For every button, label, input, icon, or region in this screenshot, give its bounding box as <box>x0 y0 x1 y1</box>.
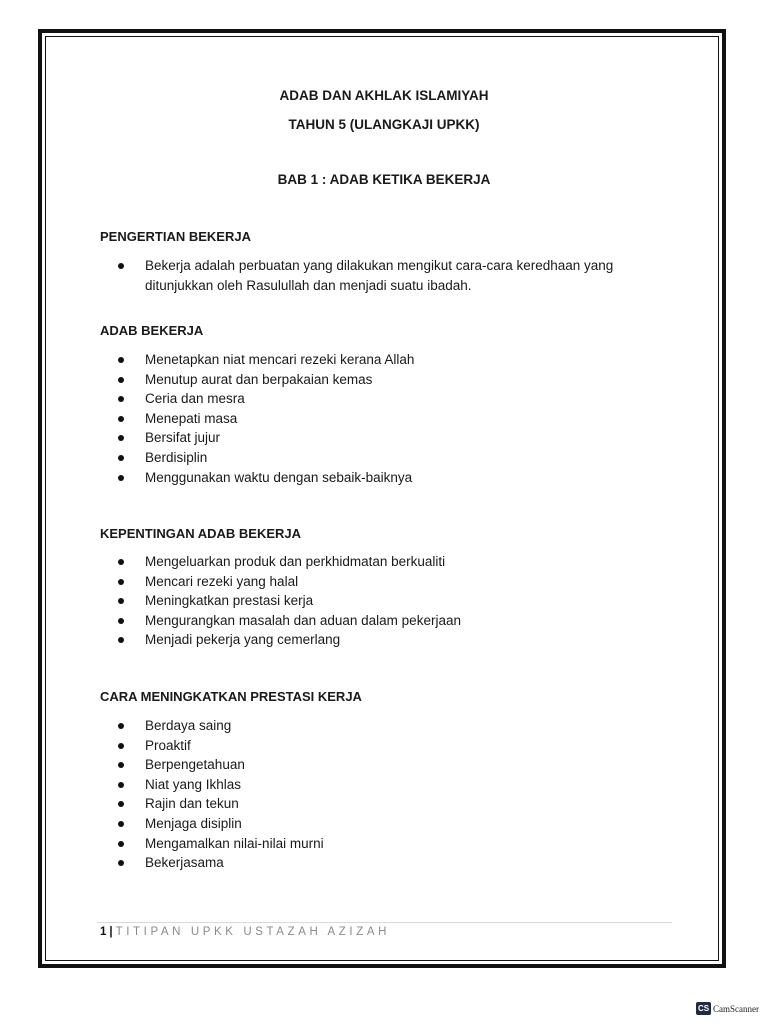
bullet-icon <box>118 762 124 768</box>
bullet-icon <box>118 263 124 269</box>
list-item-text: Bersifat jujur <box>145 430 221 446</box>
bullet-icon <box>118 801 124 807</box>
document-subtitle: TAHUN 5 (ULANGKAJI UPKK) <box>288 117 480 132</box>
footer-divider <box>97 922 672 923</box>
list-item-text: Mengeluarkan produk dan perkhidmatan berkualiti <box>145 554 446 569</box>
list-item-text: Menepati masa <box>145 410 238 426</box>
section-heading-kepentingan: KEPENTINGAN ADAB BEKERJA <box>100 526 302 541</box>
section-heading-pengertian: PENGERTIAN BEKERJA <box>100 229 251 244</box>
section-list-cara <box>118 716 324 873</box>
section-heading-cara: CARA MENINGKATKAN PRESTASI KERJA <box>100 689 362 704</box>
list-item-text: Bekerja adalah perbuatan yang dilakukan mengikut cara-cara keredhaan yang ditunjukkan oleh Rasulullah dan menjadi suatu ibadah. <box>145 258 614 293</box>
list-item <box>118 468 414 488</box>
list-item <box>118 428 414 448</box>
footer-text: TITIPAN UPKK USTAZAH AZIZAH <box>115 926 391 938</box>
bullet-icon <box>118 455 124 461</box>
list-item <box>118 256 645 295</box>
list-item-text: Mencari rezeki yang halal <box>145 573 299 589</box>
list-item <box>118 611 461 631</box>
bullet-icon <box>118 377 124 383</box>
list-item <box>118 794 324 814</box>
list-item-text: Niat yang Ikhlas <box>145 776 242 792</box>
bullet-icon <box>118 841 124 847</box>
list-item-text: Mengurangkan masalah dan aduan dalam pekerjaan <box>145 612 461 628</box>
bullet-icon <box>118 723 124 729</box>
page-footer <box>100 926 390 938</box>
list-item <box>118 448 414 468</box>
list-item-text: Ceria dan mesra <box>145 391 245 407</box>
list-item <box>118 389 414 409</box>
list-item-text: Menjaga disiplin <box>145 815 242 831</box>
bullet-icon <box>118 357 124 363</box>
list-item-text: Meningkatkan prestasi kerja <box>145 593 314 609</box>
camscanner-logo-icon: CS <box>697 1004 710 1013</box>
list-item <box>118 370 414 390</box>
list-item <box>118 755 324 775</box>
bullet-icon <box>118 743 124 749</box>
bullet-icon <box>118 618 124 624</box>
section-list-kepentingan <box>118 552 461 650</box>
footer-separator: | <box>109 926 113 938</box>
list-item <box>118 853 324 873</box>
list-item-text: Menjadi pekerja yang cemerlang <box>145 632 341 648</box>
bullet-icon <box>118 860 124 866</box>
list-item-text: Berdisiplin <box>145 449 208 465</box>
list-item-text: Mengamalkan nilai-nilai murni <box>145 835 324 851</box>
section-list-pengertian <box>118 256 645 295</box>
bullet-icon <box>118 435 124 441</box>
list-item <box>118 775 324 795</box>
list-item-text: Menetapkan niat mencari rezeki kerana Allah <box>145 352 415 367</box>
list-item <box>118 834 324 854</box>
list-item <box>118 552 461 572</box>
bullet-icon <box>118 598 124 604</box>
bullet-icon <box>118 559 124 565</box>
list-item-text: Menggunakan waktu dengan sebaik-baiknya <box>145 469 413 485</box>
bullet-icon <box>118 782 124 788</box>
list-item <box>118 572 461 592</box>
list-item <box>118 716 324 736</box>
list-item <box>118 630 461 650</box>
list-item <box>118 409 414 429</box>
list-item-text: Berdaya saing <box>145 718 232 733</box>
list-item <box>118 736 324 756</box>
bullet-icon <box>118 637 124 643</box>
bullet-icon <box>118 416 124 422</box>
list-item <box>118 350 414 370</box>
list-item-text: Bekerjasama <box>145 855 224 871</box>
chapter-title: BAB 1 : ADAB KETIKA BEKERJA <box>277 172 491 187</box>
section-list-adab <box>118 350 414 487</box>
list-item-text: Menutup aurat dan berpakaian kemas <box>145 371 373 387</box>
list-item-text: Proaktif <box>145 737 191 753</box>
section-heading-adab: ADAB BEKERJA <box>100 323 204 338</box>
camscanner-watermark <box>696 1002 759 1015</box>
bullet-icon <box>118 821 124 827</box>
bullet-icon <box>118 396 124 402</box>
bullet-icon <box>118 475 124 481</box>
list-item-text: Berpengetahuan <box>145 757 245 773</box>
page-number: 1 <box>100 926 107 938</box>
camscanner-label: CamScanner <box>713 1003 759 1014</box>
bullet-icon <box>118 579 124 585</box>
list-item-text: Rajin dan tekun <box>145 796 239 812</box>
list-item <box>118 814 324 834</box>
list-item <box>118 591 461 611</box>
document-title: ADAB DAN AKHLAK ISLAMIYAH <box>279 88 489 103</box>
